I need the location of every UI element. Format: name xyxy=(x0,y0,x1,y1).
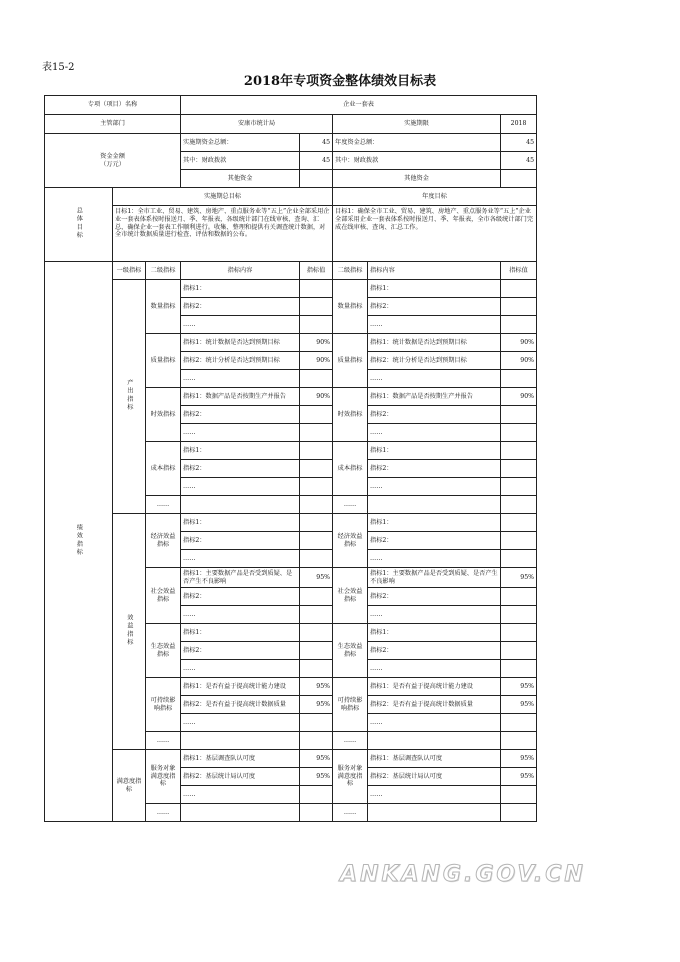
table-cell xyxy=(300,280,333,298)
table-cell xyxy=(300,804,333,822)
timeliness-value-1-year: 90% xyxy=(501,388,537,406)
social-label-year: 社会效益指标 xyxy=(333,568,368,624)
table-cell xyxy=(181,732,300,750)
table-cell xyxy=(501,642,537,660)
service-label-year: 服务对象满意度指标 xyxy=(333,750,368,804)
table-cell xyxy=(368,804,501,822)
table-cell: …… xyxy=(368,550,501,568)
table-cell: 指标2： xyxy=(181,588,300,606)
dept-value: 安康市统计局 xyxy=(181,115,333,134)
year-funds-value: 45 xyxy=(501,134,537,152)
table-cell xyxy=(300,550,333,568)
quality-indicator-2: 指标2：统计分析是否达到预期目标 xyxy=(181,352,300,370)
social-indicator-1: 指标1：主要数据产品是否受到质疑、是否产生不良影响 xyxy=(181,568,300,588)
quality-label-year: 质量指标 xyxy=(333,334,368,388)
table-cell xyxy=(501,588,537,606)
period-value: 2018 xyxy=(501,115,537,134)
table-cell: 指标2： xyxy=(368,588,501,606)
table-cell: …… xyxy=(181,550,300,568)
table-cell xyxy=(300,532,333,550)
table-cell xyxy=(300,732,333,750)
table-cell: …… xyxy=(368,370,501,388)
table-cell xyxy=(501,424,537,442)
timeliness-value-1: 90% xyxy=(300,388,333,406)
project-name-value: 企业一套表 xyxy=(181,96,537,115)
header-level2-year: 二级指标 xyxy=(333,262,368,280)
sustainable-value-2-year: 95% xyxy=(501,696,537,714)
service-label: 服务对象满意度指标 xyxy=(146,750,181,804)
timeliness-label: 时效指标 xyxy=(146,388,181,442)
economic-label: 经济效益指标 xyxy=(146,514,181,568)
quality-value-1-year: 90% xyxy=(501,334,537,352)
table-cell xyxy=(300,714,333,732)
table-cell xyxy=(501,478,537,496)
sustainable-indicator-2: 指标2：是否有益于提高统计数据质量 xyxy=(181,696,300,714)
header-level1: 一级指标 xyxy=(113,262,146,280)
cost-label-year: 成本指标 xyxy=(333,442,368,496)
service-value-1-year: 95% xyxy=(501,750,537,768)
quantity-label: 数量指标 xyxy=(146,280,181,334)
quality-indicator-2-year: 指标2：统计分析是否达到预期目标 xyxy=(368,352,501,370)
period-goal-header: 实施期总目标 xyxy=(113,188,333,206)
fiscal-value-year: 45 xyxy=(501,152,537,170)
ecological-label: 生态效益指标 xyxy=(146,624,181,678)
sustainable-value-1-year: 95% xyxy=(501,678,537,696)
benefit-indicator-label xyxy=(113,514,146,750)
period-goal-text: 目标1：全市工业、贸易、建筑、房地产、重点服务业等“五上”企业全部采用企业一套表体系按时报送月、季、年报表，各级统计部门在线审核、查询、汇总，确保企业一套表工作顺利进行。收集、整理和提供有关调查统计数据，对全市统计数据质量进行检查、评估和数据的公布。 xyxy=(113,206,333,262)
service-value-1: 95% xyxy=(300,750,333,768)
table-cell xyxy=(501,406,537,424)
table-cell xyxy=(300,424,333,442)
total-funds-label: 实施期资金总额： xyxy=(181,134,300,152)
table-cell xyxy=(300,642,333,660)
header-value: 指标值 xyxy=(300,262,333,280)
social-value-1: 95% xyxy=(300,568,333,588)
table-cell xyxy=(300,406,333,424)
quality-indicator-1: 指标1：统计数据是否达到预期目标 xyxy=(181,334,300,352)
table-cell xyxy=(501,732,537,750)
table-cell: 指标1： xyxy=(181,624,300,642)
funds-unit: （万元） xyxy=(100,160,125,168)
timeliness-indicator-1: 指标1：数据产品是否按期生产并报告 xyxy=(181,388,300,406)
table-cell: …… xyxy=(146,804,181,822)
table-cell: …… xyxy=(333,732,368,750)
table-cell xyxy=(501,514,537,532)
table-cell: …… xyxy=(181,606,300,624)
table-cell: …… xyxy=(333,496,368,514)
table-cell xyxy=(300,316,333,334)
sustainable-value-1: 95% xyxy=(300,678,333,696)
table-cell xyxy=(300,298,333,316)
cost-label: 成本指标 xyxy=(146,442,181,496)
quantity-label-year: 数量指标 xyxy=(333,280,368,334)
table-cell xyxy=(300,514,333,532)
sustainable-indicator-2-year: 指标2：是否有益于提高统计数据质量 xyxy=(368,696,501,714)
table-cell xyxy=(300,624,333,642)
table-cell xyxy=(501,786,537,804)
quality-indicator-1-year: 指标1：统计数据是否达到预期目标 xyxy=(368,334,501,352)
table-cell xyxy=(501,496,537,514)
sustainable-value-2: 95% xyxy=(300,696,333,714)
table-cell: …… xyxy=(368,478,501,496)
table-cell: …… xyxy=(368,424,501,442)
table-cell: 指标1： xyxy=(181,280,300,298)
table-cell xyxy=(501,460,537,478)
table-cell xyxy=(501,442,537,460)
other-funds-label-year: 其他资金 xyxy=(333,170,501,188)
economic-label-year: 经济效益指标 xyxy=(333,514,368,568)
quality-value-1: 90% xyxy=(300,334,333,352)
table-cell xyxy=(368,732,501,750)
table-cell xyxy=(501,298,537,316)
ecological-label-year: 生态效益指标 xyxy=(333,624,368,678)
table-cell xyxy=(300,370,333,388)
watermark-text: ANKANG.GOV.CN xyxy=(340,862,586,887)
output-indicator-text: 产出指标 xyxy=(125,378,133,412)
table-cell: 指标1： xyxy=(181,442,300,460)
table-cell xyxy=(300,442,333,460)
table-cell xyxy=(501,714,537,732)
table-cell: …… xyxy=(181,316,300,334)
table-cell xyxy=(368,496,501,514)
table-cell: 指标2： xyxy=(181,460,300,478)
table-cell: 指标1： xyxy=(368,280,501,298)
table-cell: 指标2： xyxy=(181,298,300,316)
overall-goal-label xyxy=(45,188,113,262)
table-cell: 指标2： xyxy=(181,406,300,424)
funds-label xyxy=(45,134,181,188)
table-cell xyxy=(300,660,333,678)
satisfaction-indicator-label: 满意度指标 xyxy=(113,750,146,822)
year-goal-text: 目标1：确保全市工业、贸易、建筑、房地产、重点服务业等“五上”企业全部采用企业一套表体系按时报送月、季、年报表，全市各级统计部门完成在线审核、查询、汇总工作。 xyxy=(333,206,537,262)
total-funds-value: 45 xyxy=(300,134,333,152)
table-cell xyxy=(300,606,333,624)
table-cell: 指标2： xyxy=(368,298,501,316)
timeliness-label-year: 时效指标 xyxy=(333,388,368,442)
quality-value-2-year: 90% xyxy=(501,352,537,370)
output-indicator-label xyxy=(113,280,146,514)
table-cell: …… xyxy=(181,786,300,804)
perf-indicator-label xyxy=(45,262,113,822)
social-indicator-1-year: 指标1：主要数据产品是否受到质疑、是否产生不良影响 xyxy=(368,568,501,588)
fiscal-label: 其中：财政拨款 xyxy=(181,152,300,170)
table-cell xyxy=(501,550,537,568)
fiscal-label-year: 其中：财政拨款 xyxy=(333,152,501,170)
table-cell: …… xyxy=(368,316,501,334)
table-cell xyxy=(501,660,537,678)
timeliness-indicator-1-year: 指标1：数据产品是否按期生产并报告 xyxy=(368,388,501,406)
table-cell xyxy=(300,588,333,606)
service-indicator-2-year: 指标2：基层统计局认可度 xyxy=(368,768,501,786)
table-cell: …… xyxy=(146,496,181,514)
performance-goal-table xyxy=(44,95,537,822)
service-value-2: 95% xyxy=(300,768,333,786)
table-cell xyxy=(181,804,300,822)
table-cell xyxy=(501,624,537,642)
table-cell: …… xyxy=(333,804,368,822)
table-cell xyxy=(501,606,537,624)
table-cell: 指标1： xyxy=(368,514,501,532)
table-cell: 指标2： xyxy=(181,642,300,660)
table-cell xyxy=(501,370,537,388)
service-indicator-1: 指标1：基层调查队认可度 xyxy=(181,750,300,768)
table-cell: …… xyxy=(181,424,300,442)
perf-indicator-text: 绩效指标 xyxy=(75,523,83,557)
dept-label: 主管部门 xyxy=(45,115,181,134)
table-cell: …… xyxy=(181,660,300,678)
other-funds-value xyxy=(300,170,333,188)
quality-label: 质量指标 xyxy=(146,334,181,388)
social-label: 社会效益指标 xyxy=(146,568,181,624)
sustainable-label-year: 可持续影响指标 xyxy=(333,678,368,732)
overall-goal-text: 总体目标 xyxy=(75,206,83,240)
table-cell xyxy=(300,786,333,804)
table-cell: …… xyxy=(368,714,501,732)
table-cell xyxy=(300,460,333,478)
other-funds-value-year xyxy=(501,170,537,188)
table-cell: …… xyxy=(181,714,300,732)
project-name-label: 专项（项目）名称 xyxy=(45,96,181,115)
table-cell xyxy=(300,496,333,514)
table-cell xyxy=(501,280,537,298)
table-cell: …… xyxy=(181,478,300,496)
table-cell: …… xyxy=(146,732,181,750)
service-value-2-year: 95% xyxy=(501,768,537,786)
table-cell: …… xyxy=(181,370,300,388)
header-content: 指标内容 xyxy=(181,262,300,280)
table-cell: 指标2： xyxy=(368,406,501,424)
social-value-1-year: 95% xyxy=(501,568,537,588)
table-cell: 指标2： xyxy=(368,642,501,660)
fiscal-value: 45 xyxy=(300,152,333,170)
benefit-indicator-text: 效益指标 xyxy=(125,613,133,647)
table-cell xyxy=(300,478,333,496)
year-funds-label: 年度资金总额： xyxy=(333,134,501,152)
year-goal-header: 年度目标 xyxy=(333,188,537,206)
sustainable-indicator-1: 指标1：是否有益于提高统计能力建设 xyxy=(181,678,300,696)
header-level2: 二级指标 xyxy=(146,262,181,280)
table-cell: 指标2： xyxy=(368,532,501,550)
table-number: 表15-2 xyxy=(42,62,75,73)
header-value-year: 指标值 xyxy=(501,262,537,280)
table-cell xyxy=(501,532,537,550)
table-cell: …… xyxy=(368,606,501,624)
period-label: 实施期限 xyxy=(333,115,501,134)
header-content-year: 指标内容 xyxy=(368,262,501,280)
table-cell xyxy=(501,804,537,822)
funds-label-text: 资金金额 xyxy=(100,152,125,160)
table-cell: 指标1： xyxy=(368,442,501,460)
sustainable-indicator-1-year: 指标1：是否有益于提高统计能力建设 xyxy=(368,678,501,696)
service-indicator-1-year: 指标1：基层调查队认可度 xyxy=(368,750,501,768)
table-cell: 指标1： xyxy=(368,624,501,642)
table-cell: …… xyxy=(368,660,501,678)
quality-value-2: 90% xyxy=(300,352,333,370)
service-indicator-2: 指标2：基层统计局认可度 xyxy=(181,768,300,786)
table-cell: 指标2： xyxy=(368,460,501,478)
table-cell: …… xyxy=(368,786,501,804)
page-title: 2018年专项资金整体绩效目标表 xyxy=(243,74,437,89)
other-funds-label: 其他资金 xyxy=(181,170,300,188)
table-cell: 指标1： xyxy=(181,514,300,532)
sustainable-label: 可持续影响指标 xyxy=(146,678,181,732)
table-cell: 指标2： xyxy=(181,532,300,550)
table-cell xyxy=(181,496,300,514)
table-cell xyxy=(501,316,537,334)
